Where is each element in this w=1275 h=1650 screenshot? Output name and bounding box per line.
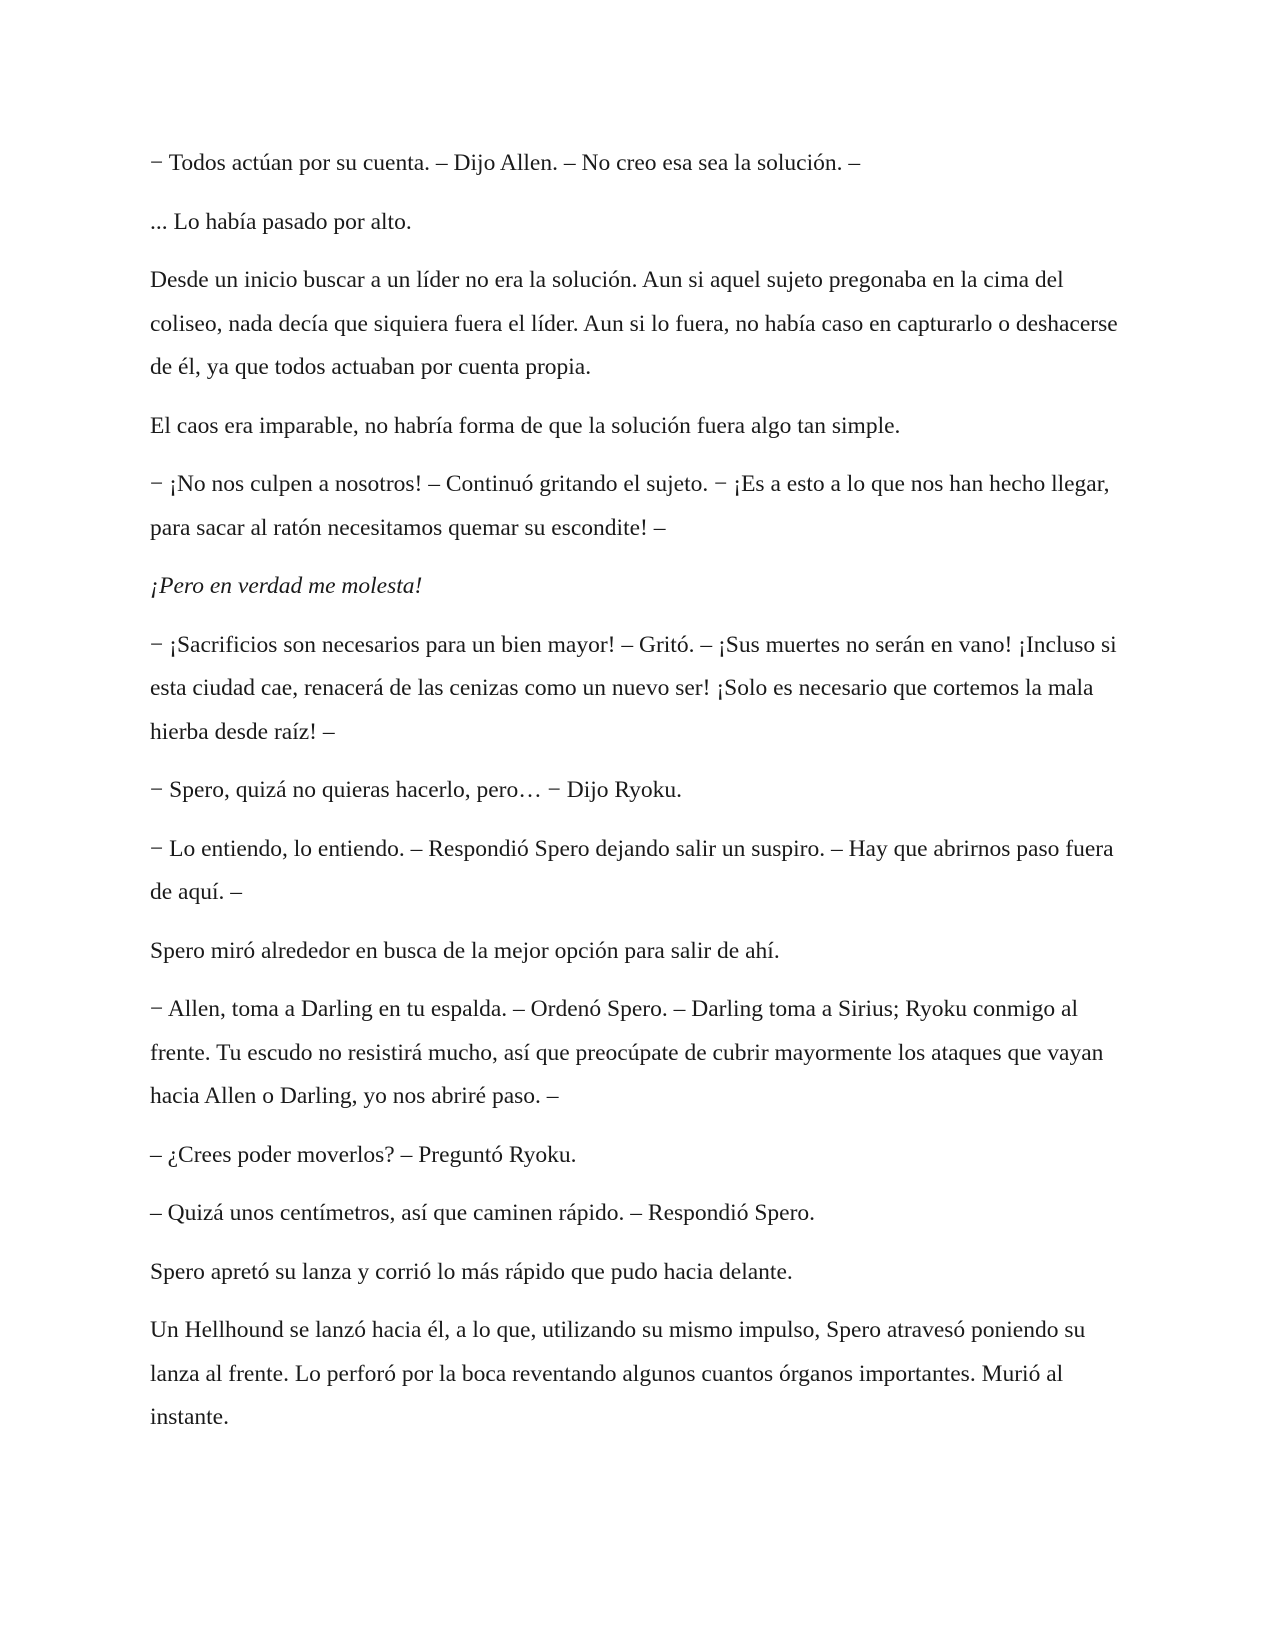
- paragraph-14: Spero apretó su lanza y corrió lo más rápido que pudo hacia delante.: [150, 1258, 793, 1285]
- paragraph-10: Spero miró alrededor en busca de la mejor opción para salir de ahí.: [150, 937, 780, 964]
- paragraph-2: ... Lo había pasado por alto.: [150, 208, 412, 235]
- paragraph-15: Un Hellhound se lanzó hacia él, a lo que, utilizando su mismo impulso, Spero atravesó poniendo su lanza al frente. Lo perforó por la boca reventando algunos cuantos órganos importantes. Murió al instante.: [150, 1317, 1086, 1430]
- paragraph-12: – ¿Crees poder moverlos? – Preguntó Ryoku.: [150, 1141, 577, 1168]
- paragraph-11: − Allen, toma a Darling en tu espalda. – Ordenó Spero. – Darling toma a Sirius; Ryoku conmigo al frente. Tu escudo no resistirá mucho, así que preocúpate de cubrir mayormente los ataques que vayan hacia Allen o Darling, yo nos abriré paso. –: [150, 996, 1104, 1109]
- paragraph-9: − Lo entiendo, lo entiendo. – Respondió Spero dejando salir un suspiro. – Hay que abrirnos paso fuera de aquí. –: [150, 835, 1114, 905]
- paragraph-5: − ¡No nos culpen a nosotros! – Continuó gritando el sujeto. − ¡Es a esto a lo que nos han hecho llegar, para sacar al ratón necesitamos quemar su escondite! –: [150, 471, 1110, 541]
- paragraph-1: − Todos actúan por su cuenta. – Dijo Allen. – No creo esa sea la solución. –: [150, 150, 861, 176]
- paragraph-4: El caos era imparable, no habría forma de que la solución fuera algo tan simple.: [150, 412, 901, 439]
- paragraph-13: – Quizá unos centímetros, así que caminen rápido. – Respondió Spero.: [150, 1200, 816, 1226]
- paragraph-8: − Spero, quizá no quieras hacerlo, pero… − Dijo Ryoku.: [150, 777, 682, 803]
- paragraph-3: Desde un inicio buscar a un líder no era la solución. Aun si aquel sujeto pregonaba en la cima del coliseo, nada decía que siquiera fuera el líder. Aun si lo fuera, no había caso en capturarlo o deshacerse de él, ya que todos actuaban por cuenta propia.: [150, 267, 1118, 380]
- paragraph-7: − ¡Sacrificios son necesarios para un bien mayor! – Gritó. – ¡Sus muertes no serán en vano! ¡Incluso si esta ciudad cae, renacerá de las cenizas como un nuevo ser! ¡Solo es necesario que cortemos la mala hierba desde raíz! –: [150, 631, 1117, 745]
- paragraph-6-italic-thought: ¡Pero en verdad me molesta!: [150, 573, 423, 599]
- document-body: [150, 142, 1130, 1455]
